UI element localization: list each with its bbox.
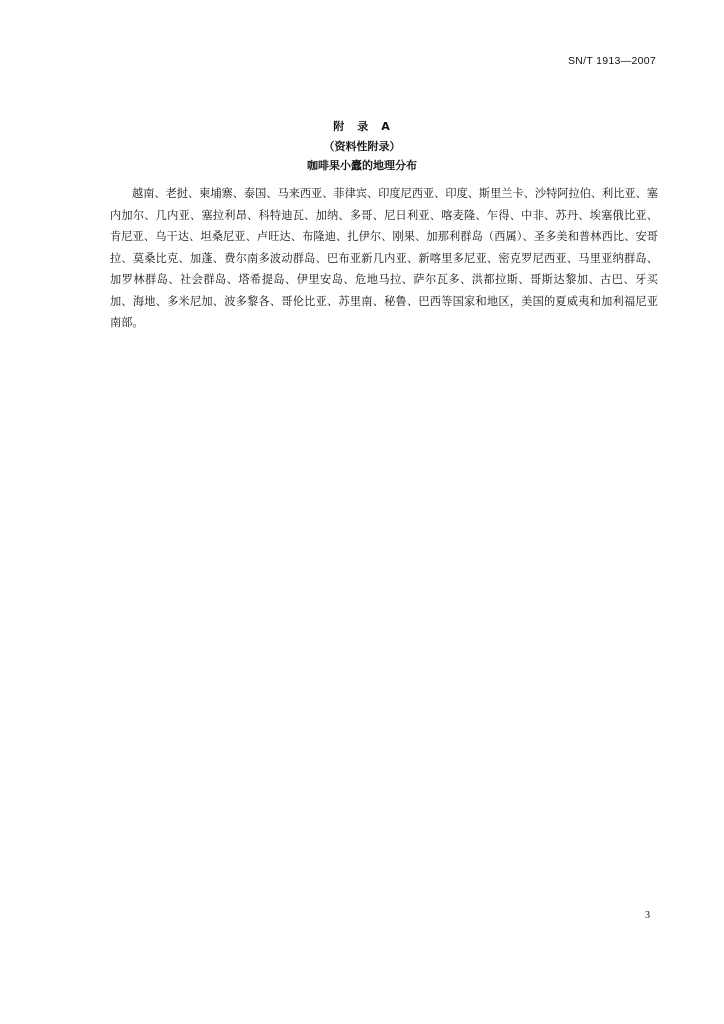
appendix-name: 咖啡果小蠹的地理分布 (307, 159, 417, 172)
standard-code: SN/T 1913—2007 (567, 55, 656, 67)
appendix-title: 附 录 A (333, 120, 391, 133)
distribution-paragraph: 越南、老挝、柬埔寨、泰国、马来西亚、菲律宾、印度尼西亚、印度、斯里兰卡、沙特阿拉伯、利比亚、塞内加尔、几内亚、塞拉利昂、科特迪瓦、加纳、多哥、尼日利亚、喀麦隆、乍得、中非、苏丹、埃塞俄比亚、肯尼亚、乌干达、坦桑尼亚、卢旺达、布隆迪、扎伊尔、刚果、加那利群岛（西属）、圣多美和普林西比、安哥拉、莫桑比克、加蓬、费尔南多波动群岛、巴布亚新几内亚、新喀里多尼亚、密克罗尼西亚、马里亚纳群岛、加罗林群岛、社会群岛、塔希提岛、伊里安岛、危地马拉、萨尔瓦多、洪都拉斯、哥斯达黎加、古巴、牙买加、海地、多米尼加、波多黎各、哥伦比亚、苏里南、秘鲁、巴西等国家和地区，美国的夏威夷和加利福尼亚南部。 (110, 187, 658, 329)
appendix-type: （资料性附录） (323, 140, 401, 153)
page-number: 3 (645, 910, 650, 921)
